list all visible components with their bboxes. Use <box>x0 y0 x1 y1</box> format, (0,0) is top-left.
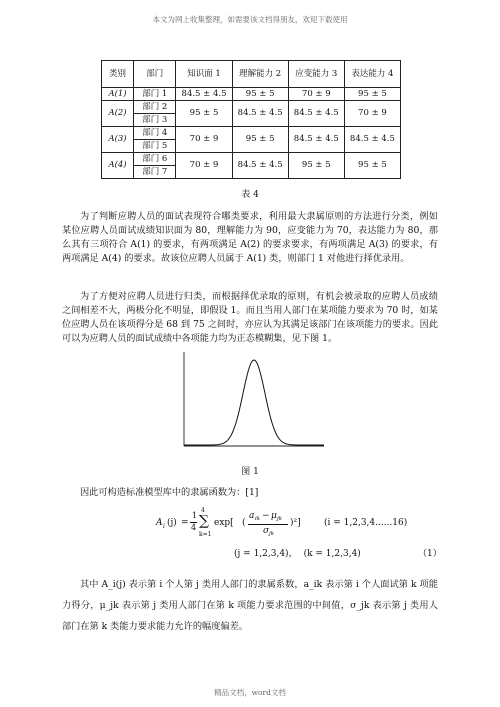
category-cell: A(4) <box>102 153 134 179</box>
value-cell: 84.5 ± 4.5 <box>232 101 288 127</box>
value-cell: 70 ± 9 <box>344 101 400 127</box>
value-cell: 95 ± 5 <box>288 153 344 179</box>
value-cell: 70 ± 9 <box>288 88 344 101</box>
paragraph-symbol-definitions: 其中 A_i(j) 表示第 i 个人第 j 类用人部门的隶属系数，a_ik 表示第 i 个人面试第 k 项能力得分，μ_jk 表示第 j 类用人部门在第 k 项能力要求范围的中间值，σ_jk 表示第 j 类用人部门在第 k 类能力要求能力允许的幅度偏差。 <box>62 579 438 632</box>
footer-note: 精品文档，word文档 <box>214 688 286 697</box>
formula-a-subscript: ik <box>255 516 261 522</box>
value-cell: 84.5 ± 4.5 <box>176 88 232 101</box>
col-header-understanding: 理解能力 2 <box>232 61 288 88</box>
col-header-adaptability: 应变能力 3 <box>288 61 344 88</box>
bell-curve-figure <box>178 350 328 450</box>
value-cell: 70 ± 9 <box>176 153 232 179</box>
formula-sum-sign: ∑ <box>199 513 209 529</box>
formula-sum-bottom: k=1 <box>199 531 212 538</box>
dept-cell: 部门 2 <box>134 101 176 114</box>
formula-sum-top: 4 <box>201 507 205 514</box>
col-header-expression: 表达能力 4 <box>344 61 400 88</box>
value-cell: 95 ± 5 <box>232 127 288 153</box>
value-cell: 70 ± 9 <box>176 127 232 153</box>
table-caption: 表 4 <box>241 190 259 200</box>
category-cell: A(1) <box>102 88 134 101</box>
formula-sigma: σ <box>263 526 270 536</box>
dept-cell: 部门 5 <box>134 140 176 153</box>
value-cell: 84.5 ± 4.5 <box>288 101 344 127</box>
table-row <box>102 153 401 166</box>
table-header-row <box>102 61 401 88</box>
formula-range-line <box>234 546 361 559</box>
paragraph-classification: 为了判断应聘人员的面试表现符合哪类要求，利用最大隶属原则的方法进行分类，例如某位应聘人员面试成绩知识面为 80，理解能力为 90，应变能力为 70，表达能力为 80，那么其有三项符合 A(1) 的要求，有两项满足 A(2) 的要求要求，有两项满足 A(3) 的要求，有两项满足 A(4) 的要求。故该位应聘人员属于 A(1) 类，则部门 1 对他进行择优录用。 <box>62 211 438 264</box>
formula-mu-subscript: jk <box>277 516 283 522</box>
paragraph-normal-fuzzy: 为了方便对应聘人员进行归类，而根据择优录取的原则，有机会被录取的应聘人员成绩之间相差不大，两极分化不明显，即假设 1。而且当用人部门在某项能力要求为 70 时，如某位应聘人员在该项得分是 68 到 75 之间时，亦应认为其满足该部门在该项能力的要求。因此可以为应聘人员的面试成绩中各项能力均为正态模糊集，见下图 1。 <box>62 291 438 344</box>
table-row <box>102 88 401 101</box>
formula-range-sep: ， <box>288 549 298 559</box>
value-cell: 95 ± 5 <box>176 101 232 127</box>
formula-range-j: (j = 1,2,3,4) <box>234 549 289 559</box>
table-row <box>102 101 401 114</box>
formula-equals: = <box>181 518 189 528</box>
normal-curve <box>184 360 324 445</box>
formula-frac-den: 4 <box>191 523 197 532</box>
formula-minus: − <box>262 511 270 521</box>
col-header-knowledge: 知识面 1 <box>176 61 232 88</box>
value-cell: 95 ± 5 <box>344 153 400 179</box>
col-header-dept: 部门 <box>134 61 176 88</box>
paragraph-membership-intro: 因此可构造标准模型库中的隶属函数为：[1] <box>80 487 259 498</box>
category-cell: A(2) <box>102 101 134 127</box>
formula-lhs-subscript: i <box>163 523 165 530</box>
formula-main-frac-bar <box>248 524 288 525</box>
requirements-table <box>101 60 401 179</box>
formula-range-k: (k = 1,2,3,4) <box>303 549 361 559</box>
value-cell: 84.5 ± 4.5 <box>232 153 288 179</box>
dept-cell: 部门 3 <box>134 114 176 127</box>
formula-paren-open: ( <box>242 518 246 528</box>
formula-mu: μ <box>271 511 277 521</box>
formula-close: )²] <box>290 518 301 528</box>
header-note: 本文为网上收集整理，如需要该文档得朋友，欢迎下载使用 <box>152 15 348 24</box>
dept-cell: 部门 4 <box>134 127 176 140</box>
figure-caption: 图 1 <box>241 467 259 477</box>
col-header-category: 类别 <box>102 61 134 88</box>
value-cell: 84.5 ± 4.5 <box>288 127 344 153</box>
value-cell: 95 ± 5 <box>232 88 288 101</box>
formula-frac-num: 1 <box>192 511 198 520</box>
formula-a: a <box>249 511 255 521</box>
formula-range-i: (i = 1,2,3,4......16) <box>324 518 408 528</box>
dept-cell: 部门 6 <box>134 153 176 166</box>
formula-lhs-arg: (j) <box>167 518 177 528</box>
category-cell: A(3) <box>102 127 134 153</box>
dept-cell: 部门 7 <box>134 166 176 179</box>
value-cell: 95 ± 5 <box>344 88 400 101</box>
value-cell: 84.5 ± 4.5 <box>344 127 400 153</box>
formula-lhs: A <box>156 518 163 528</box>
table-row <box>102 127 401 140</box>
equation-number: （1） <box>418 549 442 559</box>
formula-sigma-subscript: jk <box>269 531 275 537</box>
dept-cell: 部门 1 <box>134 88 176 101</box>
formula-exp: exp[ <box>214 518 234 528</box>
